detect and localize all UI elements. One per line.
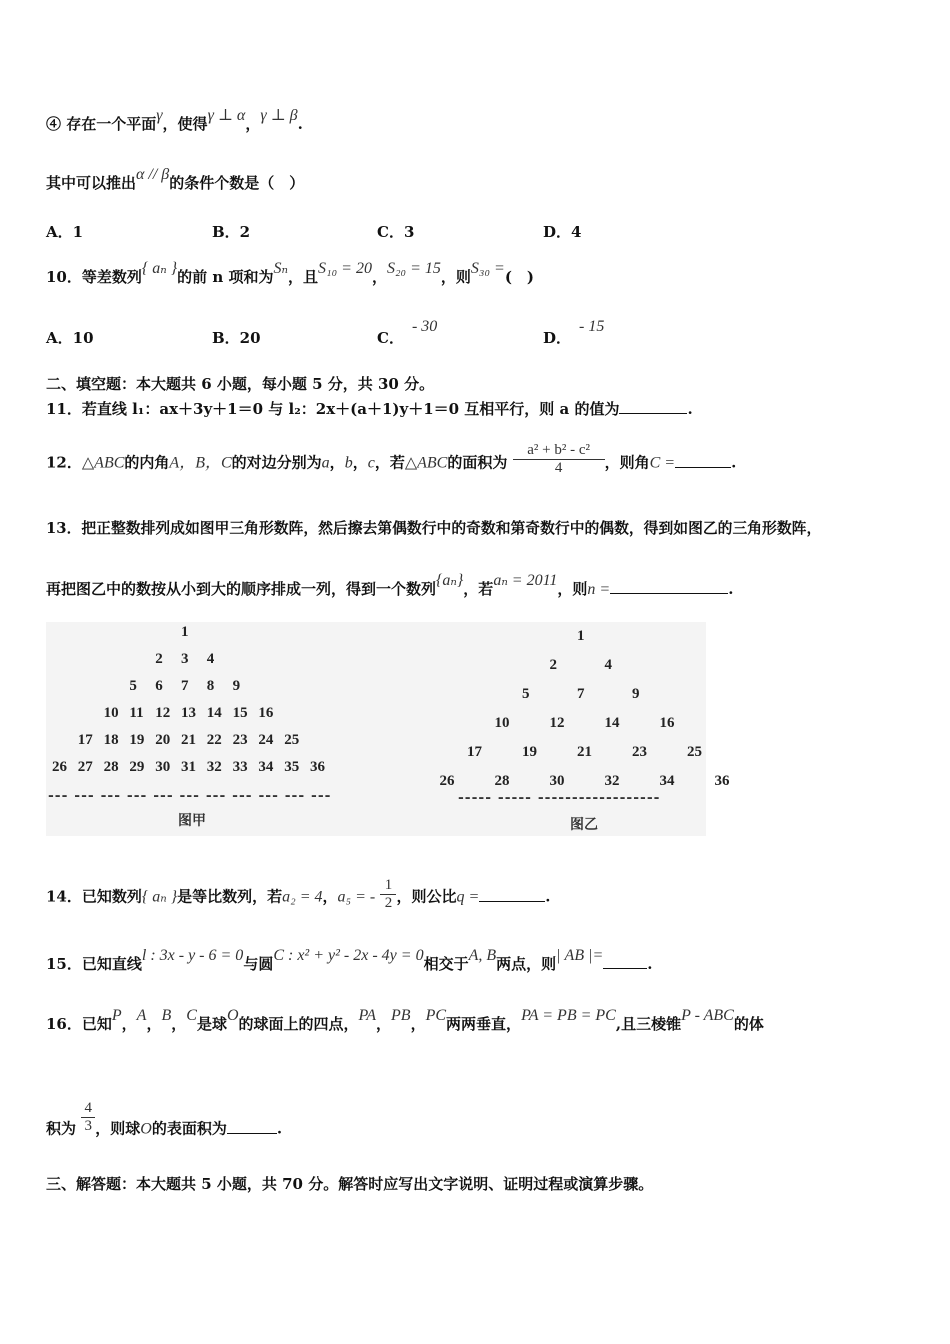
q15-t2: 相交于: [423, 955, 469, 973]
q16-num: 16．已知: [46, 1015, 112, 1033]
q13-figure: [46, 622, 730, 836]
fig-a-number: 27: [77, 759, 93, 775]
q9-question-math: α // β: [136, 166, 170, 183]
q14-q: q =: [456, 888, 480, 906]
fig-b-number: 19: [522, 744, 537, 760]
q10-t4: ，则: [440, 268, 471, 286]
fig-b-number: 23: [632, 744, 647, 760]
q12-t2: 的对边分别为: [231, 453, 322, 472]
fig-a-number: 34: [258, 759, 274, 775]
q15-t1: 与圆: [243, 955, 274, 973]
q16-t8: 的表面积为: [151, 1119, 227, 1138]
q14-a2: a₂ = 4: [282, 888, 323, 906]
q9-item4: [46, 107, 303, 134]
q9-cond1: γ ⊥ α: [207, 107, 246, 124]
q10-t3: ，: [371, 268, 387, 286]
q14-num: 14．已知数列: [46, 887, 142, 906]
q12-b: b: [344, 454, 353, 472]
q12-frac-den: 4: [554, 460, 563, 476]
fig-a-number: 32: [206, 759, 222, 775]
q12-t1: 的内角: [124, 453, 170, 472]
q9-gamma: γ: [156, 107, 163, 124]
q14-fraction: [380, 877, 396, 912]
q16-sep-3: ，: [171, 1015, 187, 1033]
q15: [46, 947, 653, 974]
fig-a-number: 8: [206, 678, 215, 694]
q10-s30: S₃₀ =: [470, 260, 505, 277]
q16-C: C: [186, 1007, 197, 1024]
q12-end: .: [731, 453, 737, 472]
fig-a-number: 24: [258, 732, 274, 748]
q16-t4: ,且三棱锥: [615, 1015, 682, 1033]
q12-sep1: ，: [329, 453, 345, 472]
figure-b-caption: 图乙: [570, 817, 598, 833]
q10-option-c: [377, 318, 438, 348]
q16-pyramid: P - ABC: [681, 1007, 734, 1024]
q16-t2: 的球面上的四点，: [238, 1015, 359, 1033]
q9-question-a: 其中可以推出: [46, 174, 137, 192]
q16-t3: 两两垂直，: [446, 1015, 522, 1033]
q16-sep-5: ，: [410, 1015, 426, 1033]
fig-b-number: 7: [577, 686, 585, 702]
fig-b-number: 30: [549, 773, 565, 789]
q14-a5: a₅ = -: [337, 888, 376, 906]
q9-question: [46, 166, 305, 193]
fig-a-number: 1: [181, 624, 189, 640]
q9-option-d: D．4: [543, 223, 582, 241]
q11-text: 11．若直线 l₁：ax＋3y＋1＝0 与 l₂：2x＋(a＋1)y＋1＝0 互相平行，则 a 的值为: [46, 400, 620, 418]
q9-question-b: 的条件个数是（ ）: [169, 174, 305, 192]
q12-angles: A，B，C: [169, 454, 232, 472]
q13-answer-blank[interactable]: [610, 579, 728, 594]
fig-b-number: 14: [604, 715, 620, 731]
q14-t1: 是等比数列，若: [177, 887, 283, 906]
q13-line2a: 再把图乙中的数按从小到大的顺序排成一列，得到一个数列: [46, 580, 437, 598]
fig-a-number: 23: [232, 732, 248, 748]
q16-sep-4: ，: [376, 1015, 392, 1033]
q10-t5: ( ): [504, 268, 535, 286]
fig-a-number: 2: [155, 651, 163, 667]
fig-a-number: 29: [129, 759, 145, 775]
q9-option-b: B．2: [212, 223, 251, 241]
q14-answer-blank[interactable]: [479, 887, 545, 902]
fig-b-number: 1: [577, 628, 585, 644]
q10-seq: { aₙ }: [141, 260, 178, 277]
q15-line: l : 3x - y - 6 = 0: [141, 947, 244, 964]
fig-b-number: 17: [467, 744, 482, 760]
fig-a-number: 9: [232, 678, 241, 694]
q13-n: n =: [587, 581, 611, 598]
fig-a-number: 5: [129, 678, 137, 694]
q9-end: .: [297, 115, 303, 133]
fig-a-number: 20: [155, 732, 171, 748]
fig-a-number: 3: [181, 651, 189, 667]
q10-option-a: A．10: [46, 329, 94, 347]
q10-stem: [46, 260, 535, 287]
q16-line1: [46, 1007, 764, 1034]
q10-t1: 的前 n 项和为: [177, 268, 274, 286]
q16-line2: [46, 1100, 283, 1147]
q10-s10: S₁₀ = 20: [318, 260, 372, 277]
section-2-heading: 二、填空题：本大题共 6 小题，每小题 5 分，共 30 分。: [46, 375, 435, 393]
fig-a-number: 19: [129, 732, 145, 748]
q16-frac-den: 3: [84, 1118, 92, 1134]
q9-item4-mid: ，使得: [162, 115, 208, 133]
q16-fraction: [81, 1100, 95, 1135]
q14-frac-den: 2: [384, 895, 393, 911]
q14-t2: ，: [322, 887, 338, 906]
q11-end: .: [687, 400, 693, 418]
fig-b-number: 28: [494, 773, 510, 789]
q9-item4-text: ④ 存在一个平面: [46, 115, 157, 133]
q12-c: c: [367, 454, 375, 472]
q16-t5: 的体: [733, 1015, 764, 1033]
q16-PA: PA: [358, 1007, 377, 1024]
fig-b-number: 9: [632, 686, 640, 702]
q15-end: .: [647, 955, 653, 973]
q16-sep-1: ，: [121, 1015, 137, 1033]
fig-b-number: 26: [439, 773, 455, 789]
q12-triangle: △ABC: [81, 454, 125, 472]
q12-t5: ，则角: [604, 453, 650, 472]
q12-C: C =: [649, 454, 676, 472]
q13-line2: [46, 572, 734, 599]
fig-b-number: 5: [522, 686, 530, 702]
q15-answer-blank[interactable]: [603, 954, 647, 969]
q15-circle: C : x² + y² - 2x - 4y = 0: [273, 947, 424, 964]
fig-b-number: 12: [549, 715, 565, 731]
q16-t1: 是球: [196, 1015, 227, 1033]
q12-answer-blank[interactable]: [675, 453, 731, 468]
q15-AB: A, B: [468, 947, 497, 964]
q16-eq: PA = PB = PC: [521, 1007, 616, 1024]
q15-len: | AB |=: [556, 947, 604, 964]
q9-option-a: A．1: [46, 223, 84, 241]
figure-b-dots: ----- ----- ------------------: [458, 790, 661, 806]
fig-a-number: 15: [232, 705, 248, 721]
q13-line1: 13．把正整数排列成如图甲三角形数阵，然后擦去第偶数行中的奇数和第奇数行中的偶数，得到如图乙的三角形数阵，: [46, 520, 822, 537]
q10-option-c-math: - 30: [411, 318, 438, 335]
q16-frac-num: 4: [84, 1100, 92, 1116]
fig-b-number: 32: [604, 773, 620, 789]
q12: [46, 442, 737, 481]
q16-t6: 积为: [46, 1119, 77, 1138]
q13-line2c: ，则: [557, 580, 588, 598]
q12-fraction: [513, 442, 605, 477]
fig-a-number: 28: [103, 759, 119, 775]
fig-b-number: 25: [687, 744, 702, 760]
fig-b-number: 36: [714, 773, 730, 789]
fig-a-number: 17: [77, 732, 93, 748]
fig-a-number: 4: [206, 651, 215, 667]
fig-a-number: 10: [103, 705, 119, 721]
q10-t2: ，且: [288, 268, 319, 286]
q13-line2b: ，若: [463, 580, 494, 598]
q10-option-d-label: D．: [543, 329, 572, 347]
fig-a-number: 6: [155, 678, 163, 694]
q16-PB: PB: [391, 1007, 411, 1024]
q16-B: B: [161, 1007, 172, 1024]
q10-option-d: [543, 318, 605, 348]
q16-O2: O: [140, 1120, 152, 1138]
fig-b-number: 2: [549, 657, 557, 673]
fig-a-number: 18: [103, 732, 119, 748]
q11-answer-blank[interactable]: [619, 399, 687, 414]
q9-sep: ，: [245, 115, 261, 133]
fig-a-number: 11: [129, 705, 144, 721]
fig-a-number: 16: [258, 705, 274, 721]
q10-num: 10．等差数列: [46, 268, 142, 286]
fig-a-number: 12: [155, 705, 171, 721]
q14-t3: ，则公比: [396, 887, 457, 906]
q16-A: A: [136, 1007, 147, 1024]
section-3-heading: 三、解答题：本大题共 5 小题，共 70 分。解答时应写出文字说明、证明过程或演算步骤。: [46, 1175, 654, 1193]
fig-b-number: 34: [659, 773, 675, 789]
fig-a-number: 35: [284, 759, 300, 775]
figure-a-dots: --- --- --- --- --- --- --- --- --- --- ---: [48, 788, 332, 804]
q16-answer-blank[interactable]: [227, 1119, 277, 1134]
q13-an: aₙ = 2011: [493, 572, 558, 589]
fig-a-number: 14: [206, 705, 222, 721]
q16-P: P: [111, 1007, 122, 1024]
fig-b-number: 16: [659, 715, 675, 731]
q16-sep-2: ，: [146, 1015, 162, 1033]
q16-PC: PC: [425, 1007, 447, 1024]
fig-a-number: 36: [310, 759, 325, 775]
q12-t3: ，若: [374, 453, 405, 472]
q16-t7: ，则球: [95, 1119, 141, 1138]
q13-end: .: [728, 580, 734, 598]
fig-a-number: 21: [181, 732, 196, 748]
q10-option-d-math: - 15: [579, 318, 605, 335]
q12-triangle-2: △ABC: [404, 454, 448, 472]
fig-a-number: 13: [181, 705, 196, 721]
q10-s20: S₂₀ = 15: [386, 260, 441, 277]
q10-sn: Sₙ: [273, 260, 288, 277]
q12-a: a: [321, 454, 330, 472]
fig-a-number: 26: [52, 759, 67, 775]
q16-end: .: [276, 1119, 283, 1138]
fig-b-number: 4: [604, 657, 612, 673]
q14-end: .: [545, 887, 551, 906]
q12-num: 12．: [46, 453, 82, 472]
q14-seq: { aₙ }: [141, 888, 178, 906]
fig-b-number: 10: [494, 715, 510, 731]
q12-t4: 的面积为: [447, 453, 508, 472]
q15-num: 15．已知直线: [46, 955, 142, 973]
q14-frac-num: 1: [384, 877, 393, 893]
q15-t3: 两点，则: [496, 955, 557, 973]
q13-seq: {aₙ}: [436, 572, 464, 589]
q9-cond2: γ ⊥ β: [260, 107, 298, 124]
q16-O: O: [226, 1007, 239, 1024]
q14: [46, 877, 551, 915]
q11: [46, 398, 693, 419]
fig-a-number: 33: [232, 759, 248, 775]
q12-sep2: ，: [352, 453, 368, 472]
q10-option-c-label: C．: [377, 329, 404, 347]
q10-option-b: B．20: [212, 329, 261, 347]
fig-a-number: 31: [181, 759, 196, 775]
q9-option-c: C．3: [377, 223, 415, 241]
q12-frac-num: a² + b² - c²: [527, 442, 590, 458]
figure-a-caption: 图甲: [178, 813, 206, 829]
fig-a-number: 22: [206, 732, 222, 748]
fig-a-number: 7: [181, 678, 189, 694]
fig-a-number: 30: [155, 759, 171, 775]
fig-b-number: 21: [577, 744, 592, 760]
fig-a-number: 25: [284, 732, 300, 748]
